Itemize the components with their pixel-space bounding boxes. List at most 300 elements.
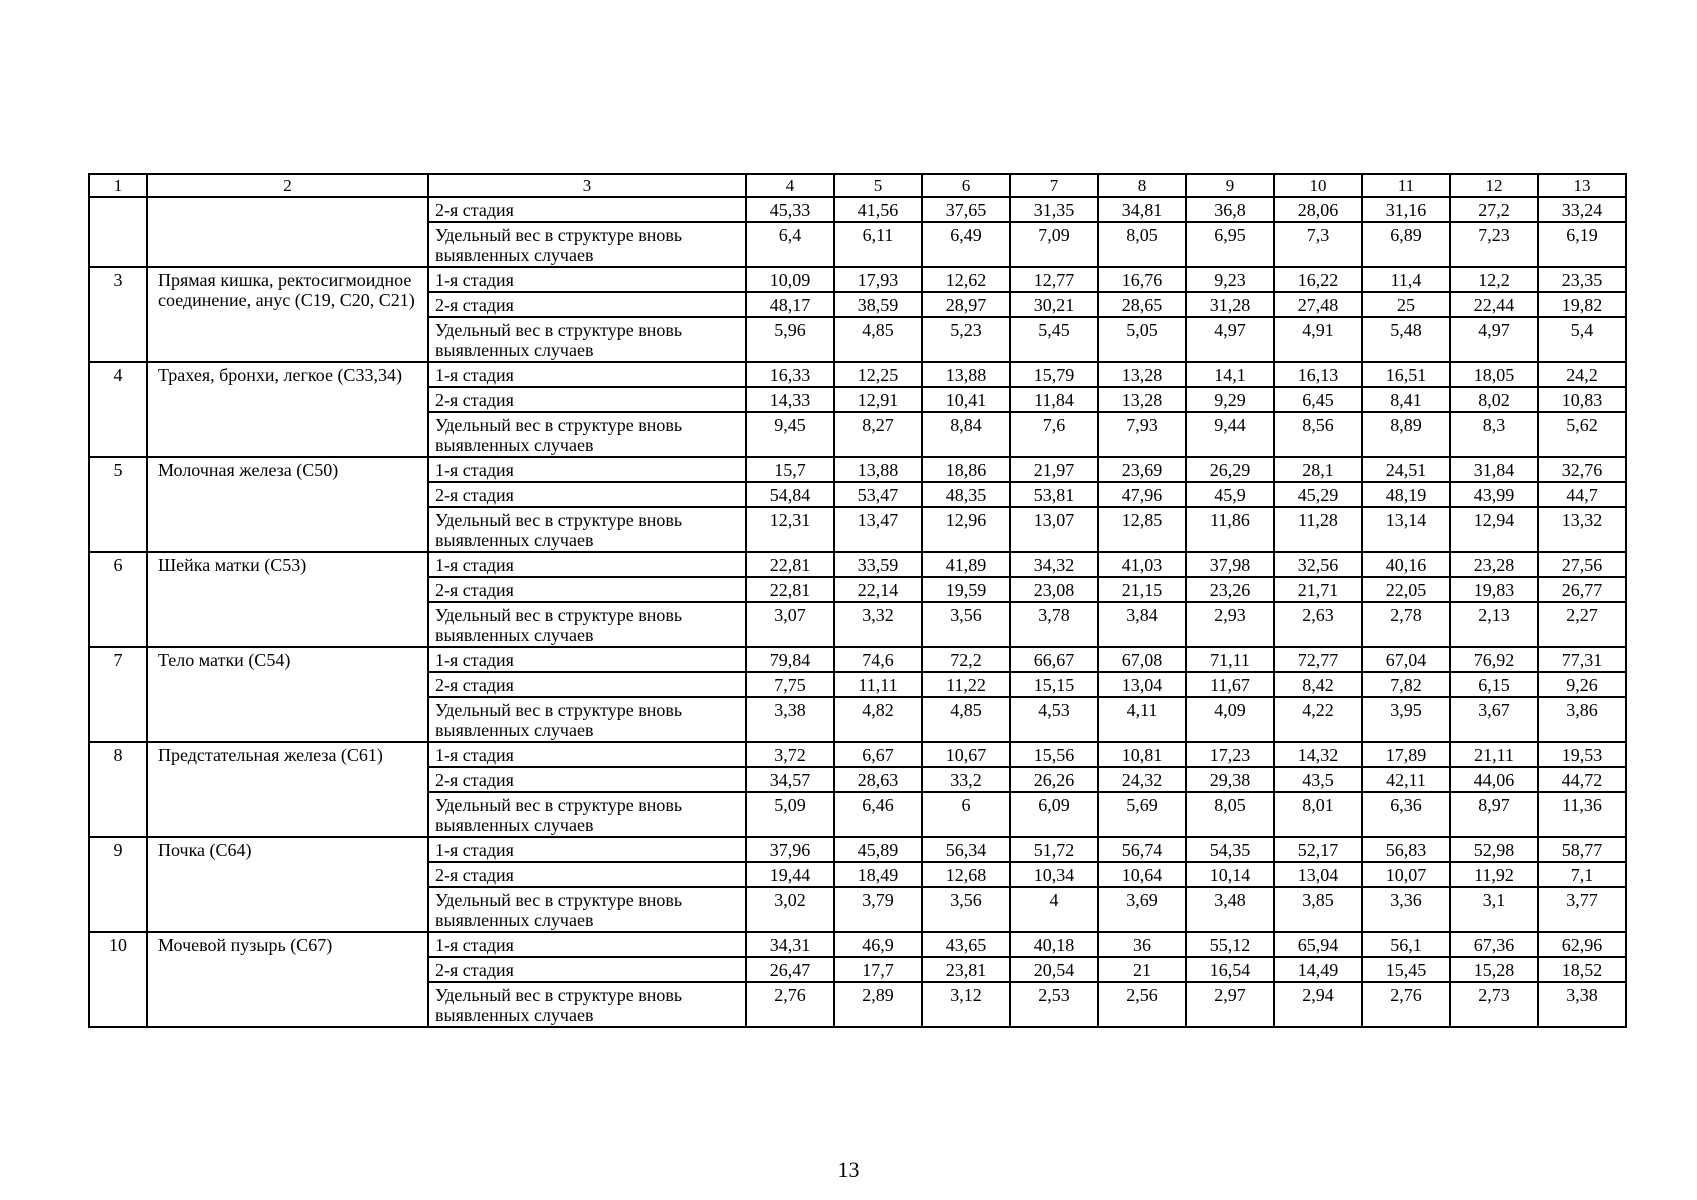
value-cell: 3,69: [1098, 887, 1186, 932]
value-cell: 14,1: [1186, 362, 1274, 387]
value-cell: 11,11: [834, 672, 922, 697]
stage-cell: 2-я стадия: [428, 767, 746, 792]
value-cell: 6,46: [834, 792, 922, 837]
value-cell: 54,84: [746, 482, 834, 507]
value-cell: 15,28: [1450, 957, 1538, 982]
value-cell: 6,19: [1538, 222, 1626, 267]
stage-cell: 1-я стадия: [428, 362, 746, 387]
value-cell: 7,75: [746, 672, 834, 697]
value-cell: 7,09: [1010, 222, 1098, 267]
value-cell: 6,49: [922, 222, 1010, 267]
value-cell: 8,41: [1362, 387, 1450, 412]
value-cell: 27,56: [1538, 552, 1626, 577]
value-cell: 8,97: [1450, 792, 1538, 837]
value-cell: 33,24: [1538, 197, 1626, 222]
value-cell: 19,53: [1538, 742, 1626, 767]
value-cell: 4,82: [834, 697, 922, 742]
stage-cell: 1-я стадия: [428, 932, 746, 957]
site-cell: Предстательная железа (С61): [147, 742, 428, 837]
value-cell: 3,38: [746, 697, 834, 742]
row-index-cell: 8: [89, 742, 147, 837]
data-table: [88, 173, 1627, 1028]
stage-cell: Удельный вес в структуре вновь выявленных случаев: [428, 887, 746, 932]
value-cell: 31,16: [1362, 197, 1450, 222]
value-cell: 31,28: [1186, 292, 1274, 317]
value-cell: 10,14: [1186, 862, 1274, 887]
value-cell: 41,03: [1098, 552, 1186, 577]
value-cell: 54,35: [1186, 837, 1274, 862]
value-cell: 10,83: [1538, 387, 1626, 412]
value-cell: 6,4: [746, 222, 834, 267]
value-cell: 5,48: [1362, 317, 1450, 362]
value-cell: 2,27: [1538, 602, 1626, 647]
column-header: 10: [1274, 174, 1362, 197]
stage-cell: Удельный вес в структуре вновь выявленных случаев: [428, 982, 746, 1027]
value-cell: 56,1: [1362, 932, 1450, 957]
site-cell: Прямая кишка, ректосигмоидное соединение, анус (С19, С20, С21): [147, 267, 428, 362]
value-cell: 21,97: [1010, 457, 1098, 482]
value-cell: 31,84: [1450, 457, 1538, 482]
value-cell: 10,07: [1362, 862, 1450, 887]
value-cell: 67,08: [1098, 647, 1186, 672]
value-cell: 5,09: [746, 792, 834, 837]
value-cell: 13,14: [1362, 507, 1450, 552]
value-cell: 18,52: [1538, 957, 1626, 982]
table-body: [89, 174, 1626, 1027]
value-cell: 12,85: [1098, 507, 1186, 552]
row-index-cell: 5: [89, 457, 147, 552]
value-cell: 7,82: [1362, 672, 1450, 697]
value-cell: 43,5: [1274, 767, 1362, 792]
value-cell: 9,29: [1186, 387, 1274, 412]
value-cell: 11,22: [922, 672, 1010, 697]
value-cell: 16,13: [1274, 362, 1362, 387]
value-cell: 23,35: [1538, 267, 1626, 292]
value-cell: 8,05: [1098, 222, 1186, 267]
value-cell: 21: [1098, 957, 1186, 982]
value-cell: 37,65: [922, 197, 1010, 222]
value-cell: 4,22: [1274, 697, 1362, 742]
value-cell: 27,2: [1450, 197, 1538, 222]
column-header: 9: [1186, 174, 1274, 197]
value-cell: 13,32: [1538, 507, 1626, 552]
value-cell: 7,6: [1010, 412, 1098, 457]
value-cell: 26,77: [1538, 577, 1626, 602]
value-cell: 46,9: [834, 932, 922, 957]
value-cell: 3,84: [1098, 602, 1186, 647]
value-cell: 36,8: [1186, 197, 1274, 222]
value-cell: 56,83: [1362, 837, 1450, 862]
value-cell: 62,96: [1538, 932, 1626, 957]
value-cell: 14,33: [746, 387, 834, 412]
value-cell: 3,12: [922, 982, 1010, 1027]
value-cell: 55,12: [1186, 932, 1274, 957]
value-cell: 18,05: [1450, 362, 1538, 387]
value-cell: 13,07: [1010, 507, 1098, 552]
value-cell: 53,47: [834, 482, 922, 507]
value-cell: 7,93: [1098, 412, 1186, 457]
value-cell: 5,96: [746, 317, 834, 362]
value-cell: 9,26: [1538, 672, 1626, 697]
value-cell: 13,28: [1098, 387, 1186, 412]
value-cell: 23,69: [1098, 457, 1186, 482]
value-cell: 7,23: [1450, 222, 1538, 267]
value-cell: 23,81: [922, 957, 1010, 982]
value-cell: 2,63: [1274, 602, 1362, 647]
value-cell: 3,48: [1186, 887, 1274, 932]
site-cell: Почка (С64): [147, 837, 428, 932]
value-cell: 2,89: [834, 982, 922, 1027]
value-cell: 8,05: [1186, 792, 1274, 837]
value-cell: 77,31: [1538, 647, 1626, 672]
value-cell: 44,7: [1538, 482, 1626, 507]
value-cell: 12,2: [1450, 267, 1538, 292]
value-cell: 12,68: [922, 862, 1010, 887]
value-cell: 6,45: [1274, 387, 1362, 412]
value-cell: 44,72: [1538, 767, 1626, 792]
value-cell: 24,32: [1098, 767, 1186, 792]
site-cell: [147, 197, 428, 267]
value-cell: 48,35: [922, 482, 1010, 507]
value-cell: 38,59: [834, 292, 922, 317]
value-cell: 8,84: [922, 412, 1010, 457]
column-header: 4: [746, 174, 834, 197]
value-cell: 3,56: [922, 887, 1010, 932]
value-cell: 41,89: [922, 552, 1010, 577]
value-cell: 15,79: [1010, 362, 1098, 387]
table-row: [89, 197, 1626, 222]
value-cell: 34,32: [1010, 552, 1098, 577]
site-cell: Тело матки (С54): [147, 647, 428, 742]
header-row: [89, 174, 1626, 197]
value-cell: 2,94: [1274, 982, 1362, 1027]
value-cell: 2,93: [1186, 602, 1274, 647]
table-row: [89, 647, 1626, 672]
value-cell: 67,36: [1450, 932, 1538, 957]
value-cell: 15,7: [746, 457, 834, 482]
value-cell: 48,19: [1362, 482, 1450, 507]
value-cell: 25: [1362, 292, 1450, 317]
stage-cell: 1-я стадия: [428, 837, 746, 862]
stage-cell: 1-я стадия: [428, 552, 746, 577]
value-cell: 66,67: [1010, 647, 1098, 672]
value-cell: 3,32: [834, 602, 922, 647]
column-header: 13: [1538, 174, 1626, 197]
site-cell: Трахея, бронхи, легкое (С33,34): [147, 362, 428, 457]
value-cell: 8,02: [1450, 387, 1538, 412]
value-cell: 22,44: [1450, 292, 1538, 317]
value-cell: 8,56: [1274, 412, 1362, 457]
value-cell: 3,56: [922, 602, 1010, 647]
value-cell: 12,77: [1010, 267, 1098, 292]
value-cell: 6,09: [1010, 792, 1098, 837]
value-cell: 5,4: [1538, 317, 1626, 362]
value-cell: 13,88: [834, 457, 922, 482]
value-cell: 11,92: [1450, 862, 1538, 887]
value-cell: 12,96: [922, 507, 1010, 552]
value-cell: 6,95: [1186, 222, 1274, 267]
value-cell: 22,81: [746, 577, 834, 602]
value-cell: 16,54: [1186, 957, 1274, 982]
value-cell: 4: [1010, 887, 1098, 932]
value-cell: 2,53: [1010, 982, 1098, 1027]
value-cell: 52,98: [1450, 837, 1538, 862]
value-cell: 32,76: [1538, 457, 1626, 482]
table-row: [89, 457, 1626, 482]
value-cell: 33,59: [834, 552, 922, 577]
value-cell: 17,7: [834, 957, 922, 982]
value-cell: 10,67: [922, 742, 1010, 767]
value-cell: 41,56: [834, 197, 922, 222]
value-cell: 58,77: [1538, 837, 1626, 862]
value-cell: 12,62: [922, 267, 1010, 292]
value-cell: 18,49: [834, 862, 922, 887]
value-cell: 23,26: [1186, 577, 1274, 602]
value-cell: 4,09: [1186, 697, 1274, 742]
value-cell: 21,71: [1274, 577, 1362, 602]
value-cell: 8,3: [1450, 412, 1538, 457]
value-cell: 40,16: [1362, 552, 1450, 577]
column-header: 3: [428, 174, 746, 197]
value-cell: 28,97: [922, 292, 1010, 317]
row-index-cell: 3: [89, 267, 147, 362]
stage-cell: 1-я стадия: [428, 457, 746, 482]
site-cell: Молочная железа (С50): [147, 457, 428, 552]
column-header: 8: [1098, 174, 1186, 197]
row-index-cell: [89, 197, 147, 267]
table-row: [89, 552, 1626, 577]
value-cell: 2,78: [1362, 602, 1450, 647]
value-cell: 9,23: [1186, 267, 1274, 292]
value-cell: 29,38: [1186, 767, 1274, 792]
table-row: [89, 932, 1626, 957]
value-cell: 28,65: [1098, 292, 1186, 317]
value-cell: 16,33: [746, 362, 834, 387]
value-cell: 72,2: [922, 647, 1010, 672]
value-cell: 4,91: [1274, 317, 1362, 362]
value-cell: 43,99: [1450, 482, 1538, 507]
row-index-cell: 6: [89, 552, 147, 647]
value-cell: 11,28: [1274, 507, 1362, 552]
value-cell: 17,89: [1362, 742, 1450, 767]
value-cell: 32,56: [1274, 552, 1362, 577]
value-cell: 3,02: [746, 887, 834, 932]
value-cell: 26,29: [1186, 457, 1274, 482]
value-cell: 17,23: [1186, 742, 1274, 767]
value-cell: 8,42: [1274, 672, 1362, 697]
table-row: [89, 362, 1626, 387]
value-cell: 16,22: [1274, 267, 1362, 292]
value-cell: 19,59: [922, 577, 1010, 602]
stage-cell: 2-я стадия: [428, 957, 746, 982]
value-cell: 10,34: [1010, 862, 1098, 887]
value-cell: 4,97: [1450, 317, 1538, 362]
value-cell: 12,91: [834, 387, 922, 412]
value-cell: 10,09: [746, 267, 834, 292]
value-cell: 2,56: [1098, 982, 1186, 1027]
site-cell: Мочевой пузырь (С67): [147, 932, 428, 1027]
value-cell: 7,3: [1274, 222, 1362, 267]
stage-cell: 2-я стадия: [428, 577, 746, 602]
value-cell: 16,76: [1098, 267, 1186, 292]
value-cell: 3,07: [746, 602, 834, 647]
value-cell: 24,51: [1362, 457, 1450, 482]
value-cell: 56,34: [922, 837, 1010, 862]
table-row: [89, 267, 1626, 292]
column-header: 5: [834, 174, 922, 197]
value-cell: 5,23: [922, 317, 1010, 362]
stage-cell: 2-я стадия: [428, 482, 746, 507]
value-cell: 6,89: [1362, 222, 1450, 267]
value-cell: 3,36: [1362, 887, 1450, 932]
value-cell: 16,51: [1362, 362, 1450, 387]
value-cell: 19,44: [746, 862, 834, 887]
value-cell: 8,89: [1362, 412, 1450, 457]
value-cell: 4,85: [834, 317, 922, 362]
stage-cell: 1-я стадия: [428, 267, 746, 292]
value-cell: 47,96: [1098, 482, 1186, 507]
value-cell: 43,65: [922, 932, 1010, 957]
value-cell: 42,11: [1362, 767, 1450, 792]
value-cell: 19,82: [1538, 292, 1626, 317]
value-cell: 45,29: [1274, 482, 1362, 507]
value-cell: 11,4: [1362, 267, 1450, 292]
value-cell: 6,67: [834, 742, 922, 767]
value-cell: 13,04: [1098, 672, 1186, 697]
value-cell: 12,94: [1450, 507, 1538, 552]
value-cell: 28,63: [834, 767, 922, 792]
stage-cell: 2-я стадия: [428, 387, 746, 412]
value-cell: 45,33: [746, 197, 834, 222]
stage-cell: 2-я стадия: [428, 292, 746, 317]
value-cell: 56,74: [1098, 837, 1186, 862]
value-cell: 6,36: [1362, 792, 1450, 837]
value-cell: 26,47: [746, 957, 834, 982]
value-cell: 27,48: [1274, 292, 1362, 317]
value-cell: 13,04: [1274, 862, 1362, 887]
value-cell: 10,64: [1098, 862, 1186, 887]
stage-cell: 1-я стадия: [428, 647, 746, 672]
value-cell: 8,27: [834, 412, 922, 457]
value-cell: 22,05: [1362, 577, 1450, 602]
table-row: [89, 837, 1626, 862]
value-cell: 3,1: [1450, 887, 1538, 932]
value-cell: 22,81: [746, 552, 834, 577]
value-cell: 6,15: [1450, 672, 1538, 697]
value-cell: 34,81: [1098, 197, 1186, 222]
value-cell: 2,97: [1186, 982, 1274, 1027]
value-cell: 23,28: [1450, 552, 1538, 577]
value-cell: 3,86: [1538, 697, 1626, 742]
value-cell: 20,54: [1010, 957, 1098, 982]
page-number: 13: [837, 1157, 860, 1182]
value-cell: 6: [922, 792, 1010, 837]
value-cell: 8,01: [1274, 792, 1362, 837]
stage-cell: Удельный вес в структуре вновь выявленных случаев: [428, 602, 746, 647]
stage-cell: Удельный вес в структуре вновь выявленных случаев: [428, 697, 746, 742]
value-cell: 36: [1098, 932, 1186, 957]
value-cell: 31,35: [1010, 197, 1098, 222]
value-cell: 3,67: [1450, 697, 1538, 742]
value-cell: 2,76: [746, 982, 834, 1027]
value-cell: 9,44: [1186, 412, 1274, 457]
value-cell: 2,76: [1362, 982, 1450, 1027]
value-cell: 14,49: [1274, 957, 1362, 982]
value-cell: 5,05: [1098, 317, 1186, 362]
column-header: 11: [1362, 174, 1450, 197]
value-cell: 12,31: [746, 507, 834, 552]
value-cell: 7,1: [1538, 862, 1626, 887]
value-cell: 37,96: [746, 837, 834, 862]
row-index-cell: 9: [89, 837, 147, 932]
value-cell: 13,88: [922, 362, 1010, 387]
value-cell: 33,2: [922, 767, 1010, 792]
value-cell: 48,17: [746, 292, 834, 317]
value-cell: 10,41: [922, 387, 1010, 412]
row-index-cell: 10: [89, 932, 147, 1027]
column-header: 7: [1010, 174, 1098, 197]
stage-cell: Удельный вес в структуре вновь выявленных случаев: [428, 222, 746, 267]
column-header: 1: [89, 174, 147, 197]
value-cell: 3,79: [834, 887, 922, 932]
value-cell: 34,31: [746, 932, 834, 957]
value-cell: 13,28: [1098, 362, 1186, 387]
column-header: 12: [1450, 174, 1538, 197]
value-cell: 17,93: [834, 267, 922, 292]
value-cell: 76,92: [1450, 647, 1538, 672]
value-cell: 40,18: [1010, 932, 1098, 957]
value-cell: 13,47: [834, 507, 922, 552]
value-cell: 74,6: [834, 647, 922, 672]
value-cell: 3,95: [1362, 697, 1450, 742]
column-header: 2: [147, 174, 428, 197]
value-cell: 24,2: [1538, 362, 1626, 387]
value-cell: 30,21: [1010, 292, 1098, 317]
stage-cell: 1-я стадия: [428, 742, 746, 767]
stage-cell: Удельный вес в структуре вновь выявленных случаев: [428, 507, 746, 552]
value-cell: 52,17: [1274, 837, 1362, 862]
value-cell: 10,81: [1098, 742, 1186, 767]
column-header: 6: [922, 174, 1010, 197]
value-cell: 21,11: [1450, 742, 1538, 767]
value-cell: 14,32: [1274, 742, 1362, 767]
value-cell: 18,86: [922, 457, 1010, 482]
value-cell: 51,72: [1010, 837, 1098, 862]
stage-cell: Удельный вес в структуре вновь выявленных случаев: [428, 792, 746, 837]
value-cell: 3,77: [1538, 887, 1626, 932]
value-cell: 65,94: [1274, 932, 1362, 957]
value-cell: 26,26: [1010, 767, 1098, 792]
value-cell: 2,73: [1450, 982, 1538, 1027]
value-cell: 11,86: [1186, 507, 1274, 552]
value-cell: 34,57: [746, 767, 834, 792]
stage-cell: Удельный вес в структуре вновь выявленных случаев: [428, 317, 746, 362]
row-index-cell: 7: [89, 647, 147, 742]
value-cell: 11,84: [1010, 387, 1098, 412]
value-cell: 21,15: [1098, 577, 1186, 602]
stage-cell: 2-я стадия: [428, 197, 746, 222]
value-cell: 12,25: [834, 362, 922, 387]
value-cell: 5,69: [1098, 792, 1186, 837]
table-row: [89, 742, 1626, 767]
value-cell: 11,67: [1186, 672, 1274, 697]
value-cell: 5,62: [1538, 412, 1626, 457]
value-cell: 37,98: [1186, 552, 1274, 577]
value-cell: 44,06: [1450, 767, 1538, 792]
site-cell: Шейка матки (С53): [147, 552, 428, 647]
row-index-cell: 4: [89, 362, 147, 457]
stage-cell: 2-я стадия: [428, 862, 746, 887]
